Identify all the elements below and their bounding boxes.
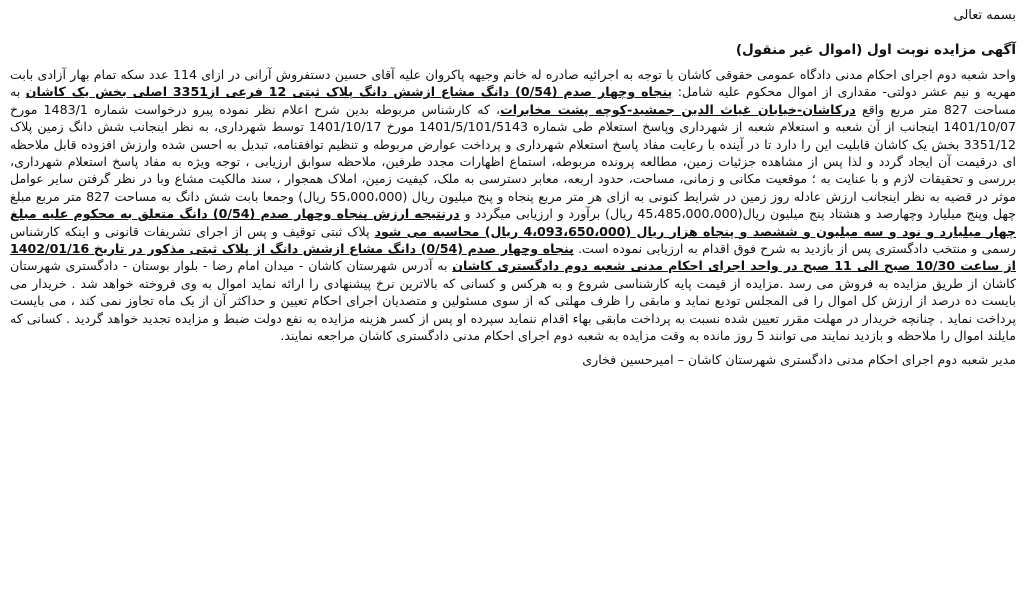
property-address: درکاشان-خیابان غیاث الدین جمشید-کوچه پشت مخابرات bbox=[500, 101, 856, 117]
share-valuation: درنتیجه ارزش پنجاه وچهار صدم (0/54) دانگ متعلق به محکوم علیه مبلغ چهار میلیارد و نود و سه میلیون و ششصد و پنجاه هزار ریال (4،093،650،000 ریال) محاسبه می شود bbox=[10, 206, 1016, 239]
area-text: به مساحت 827 متر مربع واقع bbox=[10, 84, 1017, 117]
body-intro: واحد شعبه دوم اجرای احکام مدنی دادگاه عمومی حقوقی کاشان با توجه به اجرائیه صادره له خانم وجیهه پاکروان علیه آقای حسین دستفروش آرانی در ازای 114 عدد سکه تمام بهار آزادی بابت مهریه و نیم عشر دولتی- مقداری از اموال محکوم علیه شامل: bbox=[10, 67, 1017, 100]
notice-body bbox=[10, 66, 1016, 345]
auction-terms: به آدرس شهرستان کاشان - میدان امام رضا - بلوار بوستان - دادگستری شهرستان کاشان از طریق مزایده به فروش می رسد .مزایده از قیمت پایه کارشناسی شروع و به هرکس و کسانی که بالاترین نرخ پیشنهادی را ارائه نماید اموال به وی فروخته خواهد شد . خریدار می بایست ده درصد از ارزش کل اموال را فی المجلس تودیع نماید و مابقی را ظرف مهلتی که از سوی مسئولین و متصدیان اجرای احکام تعیین و حداکثر آن از یک ماه تجاوز نمی کند ، می بایست پرداخت نماید . چنانچه خریدار در مهلت مقرر تعیین شده نسبت به پرداخت مابقی بهاء اقدام ننماید سپرده او پس از کسر هزینه مزایده به نفع دولت ضبط و مزایده تجدید خواهد گردید . کسانی که مایلند اموال را ملاحظه و بازدید نمایند می توانند 5 روز مانده به وقت مزایده به شعبه دوم اجرای احکام مدنی دادگستری کاشان مراجعه نمایند. bbox=[10, 258, 1016, 344]
auction-schedule: پنجاه وچهار صدم (0/54) دانگ مشاع ازشش دانگ از پلاک ثبتی مذکور در تاریخ 1402/01/16 از ساعت 10/30 صبح الی 11 صبح در واحد اجرای احکام مدنی شعبه دوم دادگستری کاشان bbox=[10, 241, 1017, 274]
property-share-description: پنجاه وچهار صدم (0/54) دانگ مشاع ازشش دانگ پلاک ثبتی 12 فرعی از3351 اصلی بخش یک کاشان bbox=[25, 84, 673, 100]
appraisal-text: ، که کارشناس مربوطه بدین شرح اعلام نظر نموده پیرو درخواست شماره 1483/1 مورخ 1401/10/07 اینجانب از آن شعبه و استعلام شعبه از شهرداری وپاسخ استعلام طی شماره 1401/5/101/5143 مورخ 1401/10/17 توسط شهرداری، به نظر اینجانب شش دانگ زمین پلاک 3351/12 بخش یک کاشان قابلیت این را دارد تا در آینده با رعایت مفاد پاسخ استعلام شهرداری و پرداخت عوارض مربوطه و تنظیم توافقنامه، تبدیل به احسن شده وارزش افزوده قابل ملاحظه ای درقیمت آن ایجاد گردد و لذا پس از مشاهده جزئیات زمین، مطالعه پرونده مربوطه، استماع اظهارات مجدد طرفین، ملاحظه سوابق ارزیابی ، توجه ویژه به مفاد پاسخ استعلام شهرداری، بررسی و تحقیقات لازم و با عنایت به ؛ موقعیت مکانی و زمانی، مساحت، حدود اربعه، معابر دسترسی به ملک، کیفیت زمین، املاک همجوار ، سند مالکیت مشاع وبا در نظر گرفتن سایر عوامل موثر در قضیه به نظر اینجانب ارزش عادله روز زمین در شرایط کنونی به ازای هر متر مربع پنجاه و پنج میلیون ریال (55،000،000 ریال) وجمعا بابت شش دانگ به مساحت 827 متر مربع مبلغ چهل وپنج میلیارد وچهارصد و هشتاد پنج میلیون ریال(45،485،000،000 ریال) برآورد و ارزیابی میگردد و bbox=[10, 101, 1016, 222]
seizure-text: پلاک ثبتی توقیف و پس از اجرای تشریفات قانونی و اینکه کارشناس رسمی و منتخب دادگستری پس از بازدید به شرح فوق اقدام به ارزیابی نموده است. bbox=[10, 223, 1017, 257]
signature-line: مدیر شعبه دوم اجرای احکام مدنی دادگستری شهرستان کاشان – امیرحسین فخاری bbox=[582, 351, 1016, 367]
basmala-heading: بسمه تعالی bbox=[953, 8, 1016, 23]
notice-title: آگهی مزایده نوبت اول (اموال غیر منقول) bbox=[735, 42, 1016, 58]
